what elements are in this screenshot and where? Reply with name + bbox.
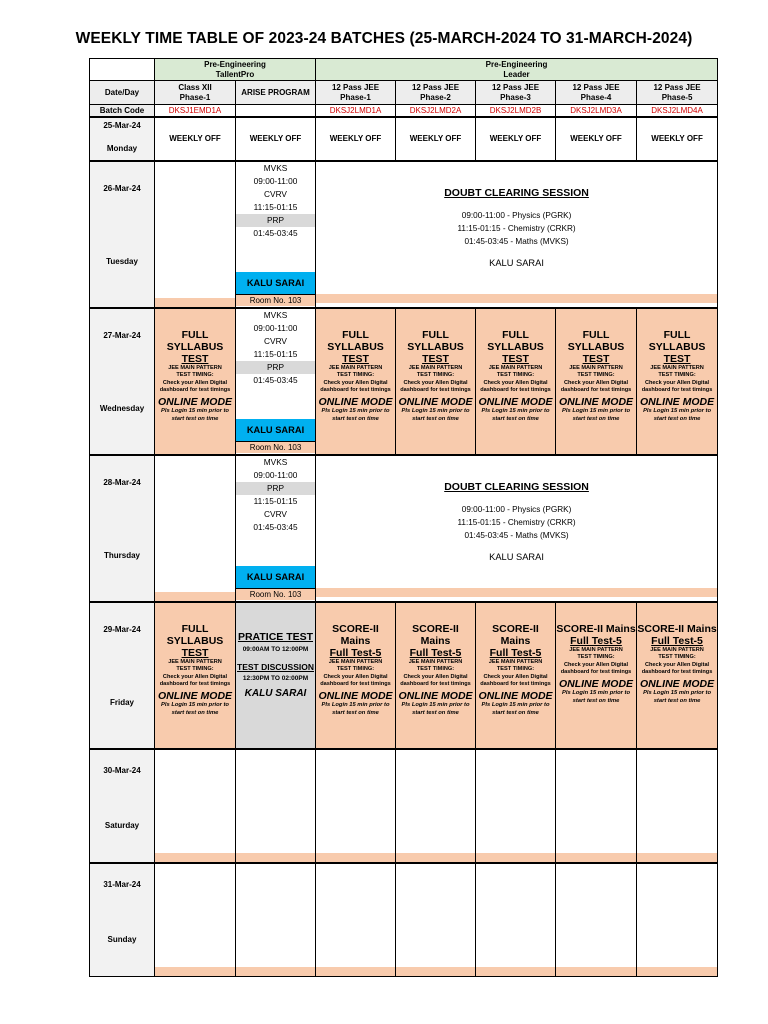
test-cell — [476, 602, 556, 749]
practice-test-title: PRATICE TEST — [237, 630, 314, 643]
doubt-line: 01:45-03:45 - Maths (MVKS) — [464, 530, 569, 540]
test-cell — [637, 308, 718, 455]
test-timing: TEST TIMING: — [336, 666, 375, 673]
test-title: SCORE-II Mains — [492, 622, 539, 647]
test-check: dashboard for test timings — [159, 681, 231, 688]
time-slot: 01:45-03:45 — [253, 521, 298, 532]
test-mode: ONLINE MODE — [478, 395, 553, 408]
test-timing: TEST TIMING: — [577, 372, 615, 379]
doubt-title: DOUBT CLEARING SESSION — [444, 186, 589, 199]
time-slot: 09:00-11:00 — [253, 469, 298, 480]
column-header — [637, 81, 718, 105]
day-label: Friday — [109, 697, 134, 707]
test-login: start test on time — [171, 709, 219, 716]
test-login: start test on time — [332, 415, 379, 422]
test-mode: ONLINE MODE — [478, 689, 553, 702]
test-pattern: JEE MAIN PATTERN — [408, 658, 463, 665]
day-label: Sunday — [107, 934, 137, 944]
test-check: Check your Allen Digital — [403, 379, 468, 386]
day-cell — [90, 455, 155, 602]
test-mode: ONLINE MODE — [398, 689, 473, 702]
test-login: Pls Login 15 min prior to — [643, 407, 712, 414]
day-cell — [90, 602, 155, 749]
faculty-code: PRP — [236, 482, 315, 495]
weekly-off-cell: WEEKLY OFF — [396, 117, 476, 161]
test-login: Pls Login 15 min prior to — [401, 407, 470, 414]
weekly-off-cell: WEEKLY OFF — [155, 117, 236, 161]
column-header — [155, 81, 236, 105]
empty-cell — [316, 749, 396, 863]
test-mode: ONLINE MODE — [157, 395, 233, 408]
room-label: Room No. 103 — [236, 294, 315, 306]
faculty-code: MVKS — [263, 162, 288, 173]
test-check: dashboard for test timings — [480, 387, 551, 394]
test-title: FULL SYLLABUS — [648, 328, 706, 353]
test-subtitle: Full Test-5 — [409, 646, 462, 659]
column-header — [476, 81, 556, 105]
weekly-off-cell: WEEKLY OFF — [236, 117, 316, 161]
test-login: Pls Login 15 min prior to — [321, 407, 390, 414]
room-label: Room No. 103 — [236, 588, 315, 600]
test-check: Check your Allen Digital — [563, 379, 629, 386]
test-login: Pls Login 15 min prior to — [321, 701, 390, 708]
test-pattern: JEE MAIN PATTERN — [168, 658, 222, 665]
faculty-code: CVRV — [264, 335, 287, 346]
batch-code-header: Batch Code — [90, 105, 155, 117]
group-left-subheader: TallentPro — [155, 70, 316, 81]
test-cell — [396, 308, 476, 455]
batch-code — [236, 105, 316, 117]
date-day-header: Date/Day — [90, 81, 155, 105]
column-line1: 12 Pass JEE — [331, 83, 380, 93]
weekly-off-cell: WEEKLY OFF — [556, 117, 637, 161]
faculty-code: MVKS — [263, 309, 288, 320]
day-cell — [90, 308, 155, 455]
test-check: dashboard for test timings — [320, 387, 391, 394]
group-left-header: Pre-Engineering — [155, 59, 316, 70]
empty-cell — [396, 749, 476, 863]
column-line1: 12 Pass JEE — [491, 83, 540, 93]
faculty-code: CVRV — [264, 508, 287, 519]
test-cell — [316, 602, 396, 749]
doubt-venue: KALU SARAI — [489, 257, 544, 268]
test-check: Check your Allen Digital — [323, 379, 388, 386]
doubt-line: 01:45-03:45 - Maths (MVKS) — [464, 236, 569, 246]
arise-schedule-cell — [236, 455, 316, 602]
faculty-code: CVRV — [264, 188, 287, 199]
class-xii-cell — [155, 455, 236, 602]
test-subtitle: Full Test-5 — [329, 646, 382, 659]
corner-cell — [90, 59, 155, 81]
test-check: Check your Allen Digital — [323, 673, 388, 680]
empty-cell — [316, 863, 396, 977]
test-pattern: JEE MAIN PATTERN — [328, 364, 383, 371]
test-subtitle: Full Test-5 — [570, 634, 622, 647]
test-mode: ONLINE MODE — [398, 395, 473, 408]
test-subtitle: Full Test-5 — [651, 634, 703, 647]
test-check: Check your Allen Digital — [483, 379, 548, 386]
batch-code: DKSJ1EMD1A — [155, 105, 236, 117]
empty-cell — [637, 749, 718, 863]
batch-code: DKSJ2LMD4A — [637, 105, 718, 117]
test-timing: TEST TIMING: — [658, 372, 696, 379]
test-subtitle: TEST — [663, 352, 691, 365]
doubt-clearing-cell — [316, 455, 718, 602]
column-line2: Phase-4 — [580, 92, 612, 102]
empty-cell — [236, 863, 316, 977]
test-mode: ONLINE MODE — [157, 689, 233, 702]
test-title: SCORE-II Mains — [556, 622, 636, 635]
empty-cell — [155, 749, 236, 863]
test-title: SCORE-II Mains — [637, 622, 717, 635]
test-subtitle: TEST — [502, 352, 529, 365]
test-check: dashboard for test timings — [400, 387, 471, 394]
test-check: dashboard for test timings — [560, 669, 632, 676]
day-cell — [90, 749, 155, 863]
test-title: FULL SYLLABUS — [487, 328, 544, 353]
test-title: SCORE-II Mains — [332, 622, 379, 647]
column-line2: Phase-2 — [420, 92, 451, 102]
day-label: Thursday — [103, 550, 140, 560]
doubt-clearing-cell — [316, 161, 718, 308]
test-login: start test on time — [653, 697, 701, 704]
test-login: start test on time — [492, 415, 539, 422]
test-check: Check your Allen Digital — [644, 661, 710, 668]
test-subtitle: TEST — [181, 352, 209, 365]
batch-code: DKSJ2LMD3A — [556, 105, 637, 117]
practice-venue: KALU SARAI — [244, 688, 307, 700]
doubt-title: DOUBT CLEARING SESSION — [444, 480, 589, 493]
batch-code: DKSJ2LMD2A — [396, 105, 476, 117]
date-label: 27-Mar-24 — [103, 330, 141, 340]
test-mode: ONLINE MODE — [318, 689, 393, 702]
test-check: Check your Allen Digital — [162, 379, 228, 386]
batch-code: DKSJ2LMD2B — [476, 105, 556, 117]
time-slot: 11:15-01:15 — [253, 348, 298, 359]
column-line2: Phase-1 — [340, 92, 371, 102]
test-pattern: JEE MAIN PATTERN — [650, 646, 704, 653]
column-line2: Phase-3 — [500, 92, 531, 102]
test-check: dashboard for test timings — [641, 669, 713, 676]
test-timing: TEST TIMING: — [496, 666, 535, 673]
test-title: FULL SYLLABUS — [166, 328, 224, 353]
test-mode: ONLINE MODE — [558, 677, 634, 690]
empty-cell — [476, 749, 556, 863]
test-check: dashboard for test timings — [560, 387, 632, 394]
doubt-venue: KALU SARAI — [489, 551, 544, 562]
venue-label: KALU SARAI — [236, 272, 315, 294]
day-cell — [90, 161, 155, 308]
test-check: Check your Allen Digital — [403, 673, 468, 680]
test-cell — [396, 602, 476, 749]
test-discussion-title: TEST DISCUSSION — [237, 662, 314, 673]
date-label: 31-Mar-24 — [103, 879, 141, 889]
test-pattern: JEE MAIN PATTERN — [569, 364, 623, 371]
test-timing: TEST TIMING: — [176, 372, 214, 379]
test-timing: TEST TIMING: — [496, 372, 535, 379]
column-line1: Class XII — [178, 83, 212, 93]
date-label: 28-Mar-24 — [103, 477, 141, 487]
empty-cell — [556, 863, 637, 977]
test-login: Pls Login 15 min prior to — [643, 689, 712, 696]
test-mode: ONLINE MODE — [640, 395, 715, 408]
column-line2: Phase-1 — [179, 92, 211, 102]
test-login: start test on time — [412, 415, 459, 422]
time-slot: 09:00-11:00 — [253, 322, 298, 333]
column-line1: 12 Pass JEE — [572, 83, 620, 93]
test-subtitle: TEST — [582, 352, 610, 365]
test-pattern: JEE MAIN PATTERN — [408, 364, 463, 371]
test-mode: ONLINE MODE — [318, 395, 393, 408]
test-cell — [476, 308, 556, 455]
test-check: Check your Allen Digital — [563, 661, 629, 668]
room-label: Room No. 103 — [236, 441, 315, 453]
test-pattern: JEE MAIN PATTERN — [168, 364, 222, 371]
group-right-header: Pre-Engineering — [316, 59, 718, 70]
empty-cell — [236, 749, 316, 863]
test-check: dashboard for test timings — [159, 387, 231, 394]
test-subtitle: TEST — [181, 646, 209, 659]
test-timing: TEST TIMING: — [416, 666, 455, 673]
test-cell — [637, 602, 718, 749]
test-login: Pls Login 15 min prior to — [401, 701, 470, 708]
test-timing: TEST TIMING: — [577, 654, 615, 661]
test-cell — [556, 308, 637, 455]
column-line2: Phase-5 — [661, 92, 693, 102]
test-login: start test on time — [572, 415, 620, 422]
day-cell — [90, 863, 155, 977]
batch-code: DKSJ2LMD1A — [316, 105, 396, 117]
test-timing: TEST TIMING: — [336, 372, 375, 379]
date-label: 26-Mar-24 — [103, 183, 141, 193]
test-check: dashboard for test timings — [641, 387, 713, 394]
arise-schedule-cell — [236, 161, 316, 308]
timetable — [89, 58, 718, 977]
test-timing: TEST TIMING: — [658, 654, 696, 661]
test-check: Check your Allen Digital — [483, 673, 548, 680]
column-header — [556, 81, 637, 105]
empty-cell — [396, 863, 476, 977]
day-label: Saturday — [104, 820, 140, 830]
test-pattern: JEE MAIN PATTERN — [650, 364, 704, 371]
test-cell — [556, 602, 637, 749]
doubt-line: 09:00-11:00 - Physics (PGRK) — [461, 504, 572, 514]
day-label: Wednesday — [99, 403, 145, 413]
day-cell — [90, 117, 155, 161]
faculty-code: MVKS — [263, 456, 288, 467]
test-mode: ONLINE MODE — [558, 395, 634, 408]
empty-cell — [476, 863, 556, 977]
time-slot: 09:00-11:00 — [253, 175, 298, 186]
empty-cell — [637, 863, 718, 977]
test-login: start test on time — [653, 415, 701, 422]
practice-test-cell — [236, 602, 316, 749]
date-label: 30-Mar-24 — [103, 765, 141, 775]
column-header — [316, 81, 396, 105]
column-line1: ARISE PROGRAM — [241, 87, 310, 97]
test-pattern: JEE MAIN PATTERN — [569, 646, 623, 653]
practice-test-time: 09:00AM TO 12:00PM — [242, 645, 309, 653]
weekly-off-cell: WEEKLY OFF — [637, 117, 718, 161]
test-login: Pls Login 15 min prior to — [161, 407, 229, 414]
test-check: dashboard for test timings — [400, 681, 471, 688]
test-title: FULL SYLLABUS — [407, 328, 464, 353]
day-label: Monday — [106, 143, 138, 153]
test-cell — [155, 308, 236, 455]
test-subtitle: TEST — [422, 352, 449, 365]
test-check: Check your Allen Digital — [644, 379, 710, 386]
test-login: Pls Login 15 min prior to — [161, 701, 229, 708]
test-login: start test on time — [171, 415, 219, 422]
time-slot: 01:45-03:45 — [253, 227, 298, 238]
column-header — [396, 81, 476, 105]
test-login: start test on time — [572, 697, 620, 704]
test-title: FULL SYLLABUS — [166, 622, 224, 647]
test-title: FULL SYLLABUS — [567, 328, 625, 353]
test-pattern: JEE MAIN PATTERN — [488, 364, 543, 371]
test-login: Pls Login 15 min prior to — [481, 701, 550, 708]
test-pattern: JEE MAIN PATTERN — [328, 658, 383, 665]
faculty-code: PRP — [236, 361, 315, 374]
test-login: start test on time — [492, 709, 539, 716]
column-header — [236, 81, 316, 105]
test-subtitle: Full Test-5 — [489, 646, 542, 659]
page-title: WEEKLY TIME TABLE OF 2023-24 BATCHES (25-MARCH-2024 TO 31-MARCH-2024) — [75, 30, 693, 47]
group-right-subheader: Leader — [316, 70, 718, 81]
test-login: start test on time — [332, 709, 379, 716]
arise-schedule-cell — [236, 308, 316, 455]
test-pattern: JEE MAIN PATTERN — [488, 658, 543, 665]
test-discussion-time: 12:30PM TO 02:00PM — [242, 674, 309, 682]
test-login: Pls Login 15 min prior to — [562, 689, 630, 696]
empty-cell — [556, 749, 637, 863]
weekly-off-cell: WEEKLY OFF — [316, 117, 396, 161]
date-label: 29-Mar-24 — [103, 624, 141, 634]
test-cell — [316, 308, 396, 455]
venue-label: KALU SARAI — [236, 566, 315, 588]
date-label: 25-Mar-24 — [103, 120, 141, 130]
doubt-line: 11:15-01:15 - Chemistry (CRKR) — [457, 517, 576, 527]
doubt-line: 09:00-11:00 - Physics (PGRK) — [461, 210, 572, 220]
test-subtitle: TEST — [342, 352, 369, 365]
column-line1: 12 Pass JEE — [653, 83, 701, 93]
column-line1: 12 Pass JEE — [411, 83, 460, 93]
test-check: dashboard for test timings — [480, 681, 551, 688]
class-xii-cell — [155, 161, 236, 308]
weekly-off-cell: WEEKLY OFF — [476, 117, 556, 161]
test-login: Pls Login 15 min prior to — [562, 407, 630, 414]
empty-cell — [155, 863, 236, 977]
test-title: SCORE-II Mains — [412, 622, 459, 647]
test-login: Pls Login 15 min prior to — [481, 407, 550, 414]
test-login: start test on time — [412, 709, 459, 716]
time-slot: 11:15-01:15 — [253, 201, 298, 212]
day-label: Tuesday — [106, 256, 138, 266]
test-check: dashboard for test timings — [320, 681, 391, 688]
time-slot: 11:15-01:15 — [253, 495, 298, 506]
test-check: Check your Allen Digital — [162, 673, 228, 680]
doubt-line: 11:15-01:15 - Chemistry (CRKR) — [457, 223, 576, 233]
test-timing: TEST TIMING: — [416, 372, 455, 379]
test-timing: TEST TIMING: — [176, 666, 214, 673]
faculty-code: PRP — [236, 214, 315, 227]
test-title: FULL SYLLABUS — [327, 328, 384, 353]
time-slot: 01:45-03:45 — [253, 374, 298, 385]
test-mode: ONLINE MODE — [640, 677, 715, 690]
test-cell — [155, 602, 236, 749]
venue-label: KALU SARAI — [236, 419, 315, 441]
